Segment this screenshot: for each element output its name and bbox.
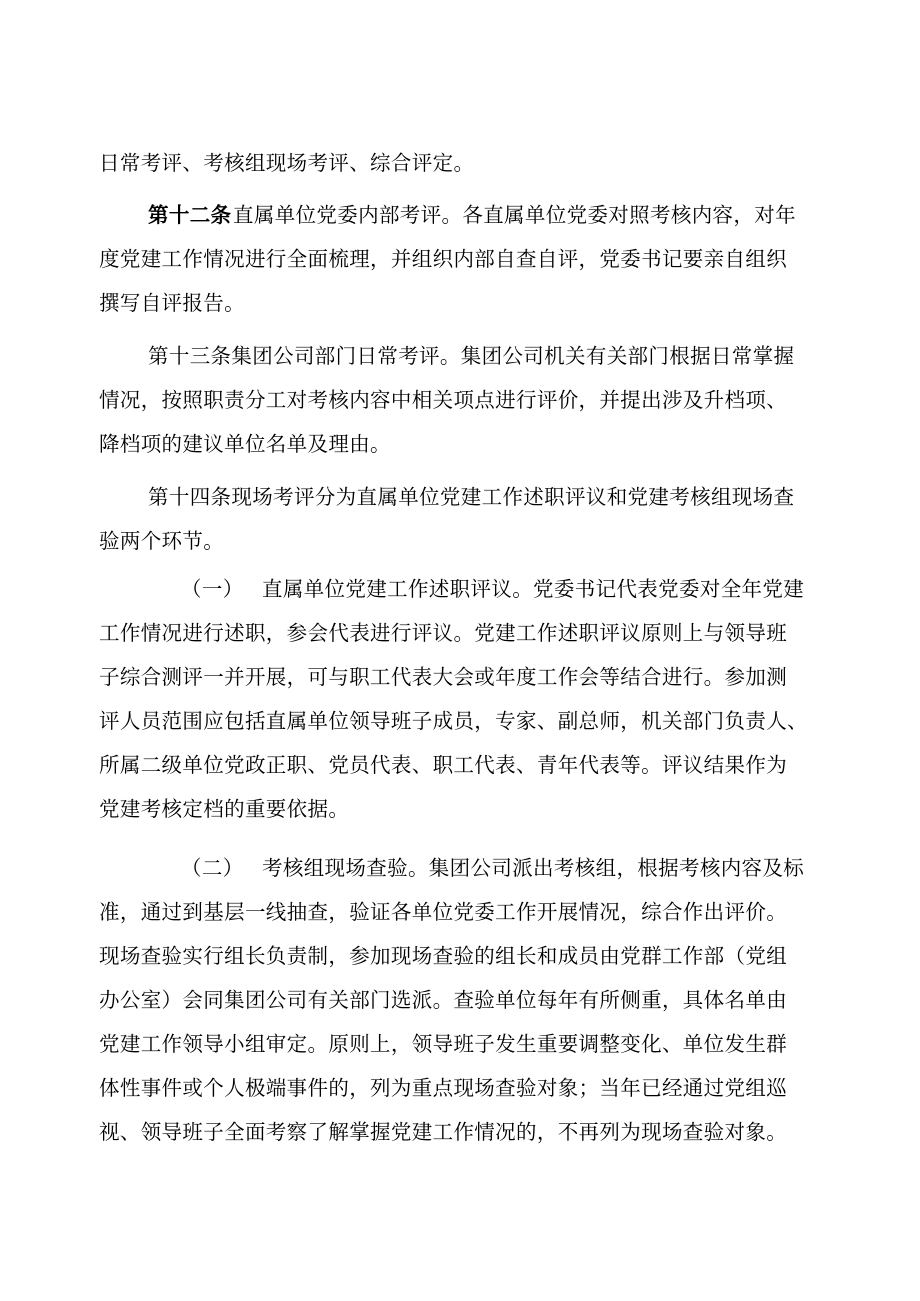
item-1-line-1: 直属单位党建工作述职评议。党委书记代表党委对全年党建 — [262, 577, 805, 601]
item-2-line-4: 办公室）会同集团公司有关部门选派。查验单位每年有所侧重，具体名单由 — [99, 988, 788, 1012]
article-12-line-1: 直属单位党委内部考评。各直属单位党委对照考核内容，对年 — [233, 203, 796, 227]
item-1-line-4: 评人员范围应包括直属单位领导班子成员，专家、副总师，机关部门负责人、 — [99, 709, 808, 733]
item-2-line-7: 视、领导班子全面考察了解掌握党建工作情况的，不再列为现场查验对象。 — [99, 1120, 788, 1144]
item-2-line-3: 现场查验实行组长负责制，参加现场查验的组长和成员由党群工作部（党组 — [99, 944, 788, 968]
article-13-line-2: 情况，按照职责分工对考核内容中相关项点进行评价，并提出涉及升档项、 — [99, 388, 788, 412]
item-1-line-3: 子综合测评一并开展，可与职工代表大会或年度工作会等结合进行。参加测 — [99, 665, 788, 689]
article-13-line-1: 第十三条集团公司部门日常考评。集团公司机关有关部门根据日常掌握 — [148, 344, 795, 368]
article-14-line-2: 验两个环节。 — [99, 529, 225, 553]
article-12-heading: 第十二条 — [148, 203, 232, 227]
item-1-line-6: 党建考核定档的重要依据。 — [99, 797, 350, 821]
article-12-line-2: 度党建工作情况进行全面梳理，并组织内部自查自评，党委书记要亲自组织 — [99, 247, 788, 271]
item-2-line-1: 考核组现场查验。集团公司派出考核组，根据考核内容及标 — [262, 856, 805, 880]
item-2-line-2: 准，通过到基层一线抽查，验证各单位党委工作开展情况，综合作出评价。 — [99, 900, 788, 924]
item-1-line-5: 所属二级单位党政正职、党员代表、职工代表、青年代表等。评议结果作为 — [99, 753, 788, 777]
item-2-line-5: 党建工作领导小组审定。原则上，领导班子发生重要调整变化、单位发生群 — [99, 1032, 788, 1056]
article-12-line-3: 撰写自评报告。 — [99, 291, 245, 315]
item-2-line-6: 体性事件或个人极端事件的，列为重点现场查验对象；当年已经通过党组巡 — [99, 1076, 788, 1100]
paragraph-11-end-line: 日常考评、考核组现场考评、综合评定。 — [99, 151, 475, 175]
article-13-line-3: 降档项的建议单位名单及理由。 — [99, 432, 391, 456]
article-14-line-1: 第十四条现场考评分为直属单位党建工作述职评议和党建考核组现场查 — [148, 485, 795, 509]
item-2-marker: （二） — [181, 856, 244, 880]
item-1-marker: （一） — [181, 577, 244, 601]
item-1-line-2: 工作情况进行述职，参会代表进行评议。党建工作述职评议原则上与领导班 — [99, 621, 788, 645]
